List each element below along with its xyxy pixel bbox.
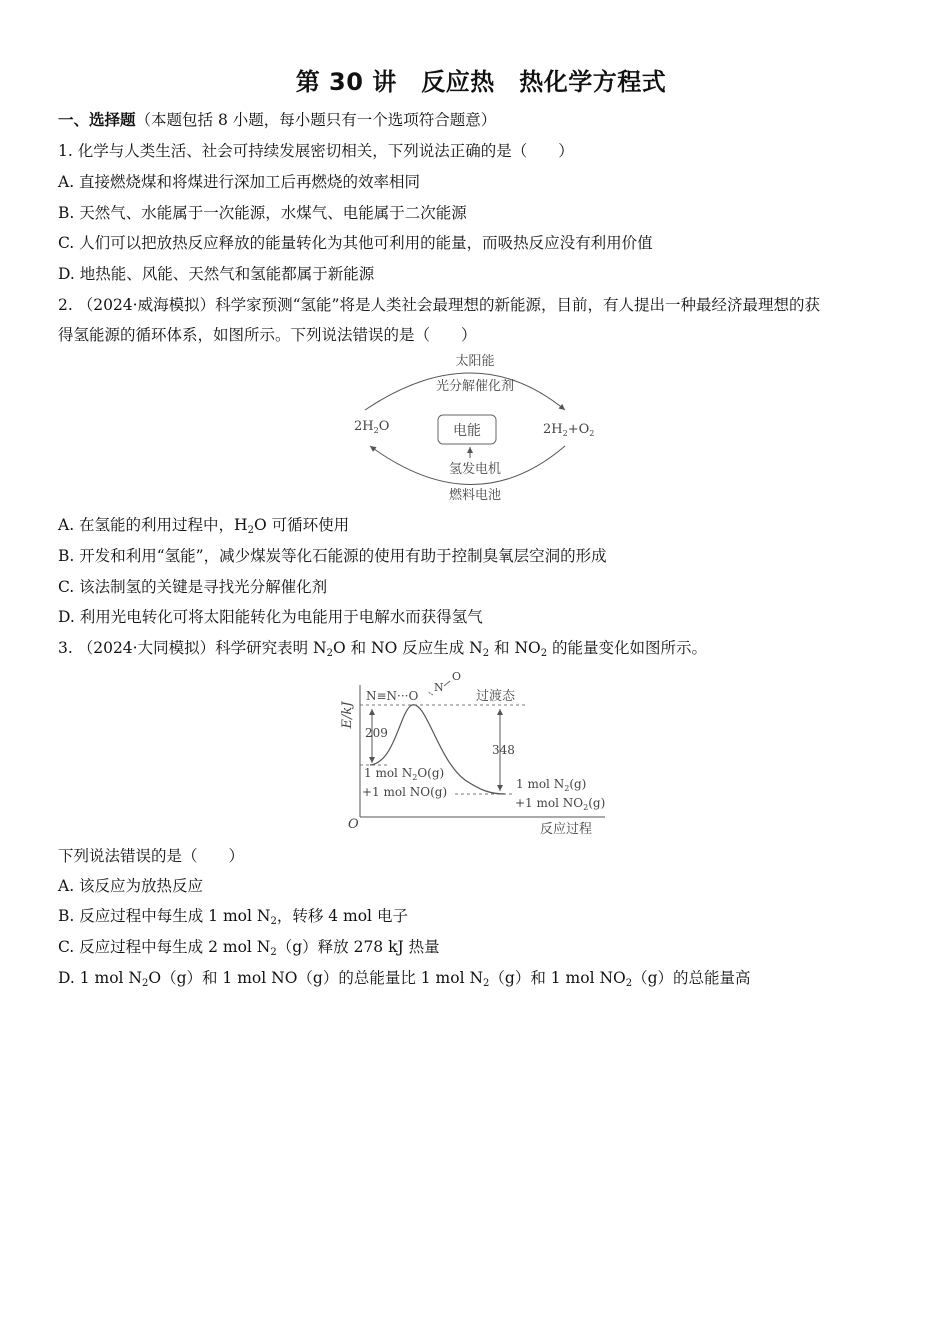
q1-option-a: A. 直接燃烧煤和将煤进行深加工后再燃烧的效率相同 bbox=[58, 173, 421, 191]
q1-option-b: B. 天然气、水能属于一次能源，水煤气、电能属于二次能源 bbox=[58, 204, 467, 222]
diagram-generator-label: 氢发电机 bbox=[448, 462, 502, 477]
x-axis-label: 反应过程 bbox=[540, 822, 593, 837]
q2-stem-line1: 2. （2024·威海模拟）科学家预测“氢能”将是人类社会最理想的新能源，目前，有人提出一种最经济最理想的获 bbox=[58, 296, 820, 314]
q2-option-b: B. 开发和利用“氢能”，减少煤炭等化石能源的使用有助于控制臭氧层空洞的形成 bbox=[58, 547, 607, 565]
section-heading bbox=[58, 110, 496, 130]
diagram-water-label: $2H_2O$ bbox=[354, 419, 390, 435]
y-axis-label: E/kJ bbox=[340, 701, 355, 729]
transition-structure-label: N≡N···O bbox=[366, 689, 419, 703]
origin-label: O bbox=[348, 817, 359, 832]
q3-option-b: B. 反应过程中每生成 1 mol $N_2$，转移 4 mol 电子 bbox=[58, 907, 408, 927]
q2-stem-line2: 得氢能源的循环体系，如图所示。下列说法错误的是（ ） bbox=[58, 326, 477, 344]
reactant-label-line1: 1 mol $N_2O(g)$ bbox=[364, 766, 445, 782]
activation-energy-value: 209 bbox=[365, 726, 388, 740]
reaction-energy-curve bbox=[370, 705, 505, 794]
q2-option-a: A. 在氢能的利用过程中，$H_2O$ 可循环使用 bbox=[58, 516, 350, 536]
q1-option-d: D. 地热能、风能、天然气和氢能都属于新能源 bbox=[58, 265, 375, 283]
q1-option-c: C. 人们可以把放热反应释放的能量转化为其他可利用的能量，而吸热反应没有利用价值 bbox=[58, 234, 653, 252]
product-label-line1: 1 mol $N_2(g)$ bbox=[516, 777, 587, 793]
section-label: 一、选择题 bbox=[58, 111, 136, 129]
q3-option-d: D. 1 mol $N_2O(g)$和 1 mol NO（g）的总能量比 1 mol $N_2(g)$和 1 mol $NO_2(g)$的总能量高 bbox=[58, 969, 751, 989]
energy-profile-diagram bbox=[330, 665, 620, 845]
q2-option-d: D. 利用光电转化可将太阳能转化为电能用于电解水而获得氢气 bbox=[58, 608, 483, 626]
q3-option-c: C. 反应过程中每生成 2 mol $N_2(g)$释放 278 kJ 热量 bbox=[58, 938, 440, 958]
reactant-label-line2: +1 mol NO(g) bbox=[362, 785, 448, 799]
transition-state-label: 过渡态 bbox=[476, 689, 516, 704]
release-energy-value: 348 bbox=[492, 743, 515, 757]
hydrogen-cycle-diagram bbox=[340, 348, 610, 508]
transition-structure-n: N bbox=[434, 681, 444, 694]
q1-stem: 1. 化学与人类生活、社会可持续发展密切相关，下列说法正确的是（ ） bbox=[58, 142, 574, 160]
q3-option-a: A. 该反应为放热反应 bbox=[58, 877, 204, 895]
diagram-products-label: $2H_2+O_2$ bbox=[543, 422, 595, 438]
page-title: 第 30 讲 反应热 热化学方程式 bbox=[295, 68, 667, 96]
q2-option-c: C. 该法制氢的关键是寻找光分解催化剂 bbox=[58, 578, 328, 596]
product-label-line2: +1 mol $NO_2(g)$ bbox=[515, 796, 606, 812]
q3-stem: 3. （2024·大同模拟）科学研究表明 $N_2O$ 和 NO 反应生成 $N_2$ 和 $NO_2$ 的能量变化如图所示。 bbox=[58, 639, 708, 659]
diagram-top-label-catalyst: 光分解催化剂 bbox=[435, 379, 515, 394]
q3-question: 下列说法错误的是（ ） bbox=[58, 847, 245, 865]
section-note: （本题包括 8 小题，每小题只有一个选项符合题意） bbox=[135, 111, 497, 129]
transition-structure-o: O bbox=[452, 670, 462, 683]
diagram-top-label-sun: 太阳能 bbox=[455, 354, 495, 369]
electric-energy-label: 电能 bbox=[453, 423, 481, 439]
diagram-fuel-cell-label: 燃料电池 bbox=[448, 488, 502, 503]
